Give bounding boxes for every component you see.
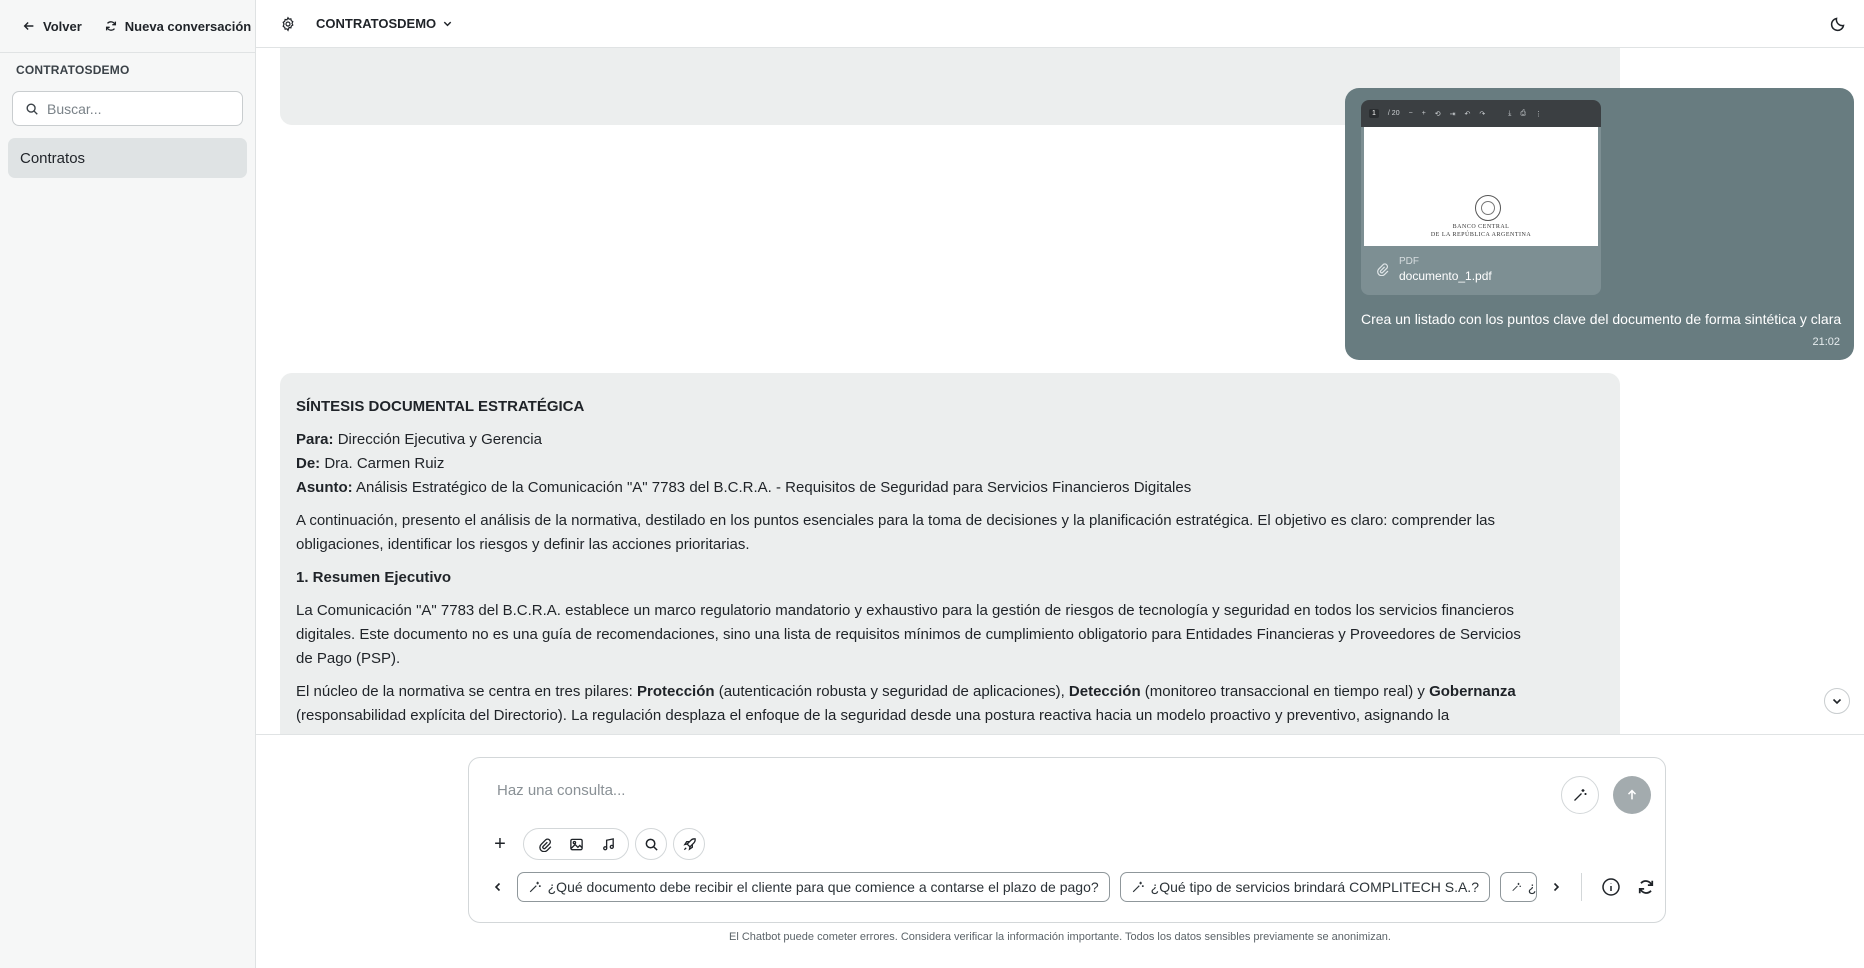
summary-line: digitales. Este documento no es una guía de recomendaciones, sino una lista de requisitos mínimos de cumplimiento obligatorio para Entidades Financieras y Proveedores de Servicios — [296, 626, 1521, 643]
suggestion-chip[interactable] — [1120, 872, 1490, 902]
pdf-page-total: / 20 — [1387, 110, 1400, 117]
intro-line: A continuación, presento el análisis de la normativa, destilado en los puntos esenciales para la toma de decisiones y la planificación estratégica. El objetivo es claro: comprender las — [296, 512, 1496, 529]
user-message-time: 21:02 — [1812, 336, 1840, 348]
undo-icon[interactable]: ↶ — [1464, 110, 1471, 118]
pdf-page-number[interactable]: 1 — [1369, 109, 1379, 118]
bot-message-title: SÍNTESIS DOCUMENTAL ESTRATÉGICA — [296, 398, 585, 415]
info-icon — [1601, 877, 1621, 897]
pdf-file-type: PDF — [1399, 255, 1419, 267]
paperclip-icon — [1375, 262, 1389, 276]
chevron-down-icon — [1831, 695, 1843, 707]
chevron-left-icon — [493, 882, 503, 892]
top-header — [256, 0, 1864, 48]
rocket-icon — [682, 837, 697, 852]
bot-message — [280, 373, 1620, 734]
suggestion-chip[interactable] — [1500, 872, 1537, 902]
intro-paragraph — [296, 509, 1604, 557]
moon-icon[interactable] — [1830, 16, 1846, 32]
search-icon — [644, 837, 659, 852]
search-icon — [25, 102, 39, 116]
pdf-cover-line2: DE LA REPÚBLICA ARGENTINA — [1430, 232, 1532, 238]
suggestion-text: ¿Qué documento debe recibir el cliente para que comience a contarse el plazo de pago? — [547, 879, 1099, 895]
pdf-cover-line1: BANCO CENTRAL — [1452, 224, 1510, 230]
message-composer — [468, 757, 1666, 923]
summary-line: La Comunicación "A" 7783 del B.C.R.A. establece un marco regulatorio mandatorio y exhaustivo para la gestión de riesgos de tecnología y seguridad en todos los servicios financieros — [296, 602, 1515, 619]
zoom-in-icon[interactable]: + — [1421, 110, 1426, 117]
chevron-right-icon — [1551, 882, 1561, 892]
search-button[interactable] — [635, 828, 667, 860]
more-vertical-icon[interactable]: ⋮ — [1535, 110, 1542, 118]
suggestions-row — [489, 872, 1659, 902]
attach-file-button[interactable] — [530, 830, 558, 858]
zoom-out-icon[interactable]: − — [1408, 110, 1413, 117]
composer-area — [256, 734, 1864, 968]
sidebar-item-contratos[interactable]: Contratos — [8, 138, 247, 178]
composer-tools — [489, 828, 705, 860]
redo-icon[interactable]: ↷ — [1479, 110, 1486, 118]
sidebar-toolbar — [0, 0, 255, 53]
pillars-line: El núcleo de la normativa se centra en tres pilares: Protección (autenticación robusta y seguridad de aplicaciones), Detección (monitoreo transaccional en tiempo real) y Gobernanza — [296, 683, 1516, 700]
suggestion-chip[interactable] — [517, 872, 1110, 902]
suggestions-next-button[interactable] — [1547, 875, 1565, 899]
suggestion-text: ¿ — [1527, 879, 1537, 895]
magic-suggest-button[interactable] — [1561, 776, 1599, 814]
attach-audio-button[interactable] — [594, 830, 622, 858]
print-icon[interactable]: ⎙ — [1520, 109, 1526, 117]
sparkles-icon — [1511, 880, 1522, 894]
refresh-icon — [1636, 877, 1656, 897]
rotate-icon[interactable]: ⇥ — [1449, 110, 1456, 118]
memo-para: Para: Dirección Ejecutiva y Gerencia — [296, 431, 542, 448]
new-conversation-label: Nueva conversación — [124, 18, 252, 34]
arrow-up-icon — [1625, 788, 1639, 802]
user-message — [1345, 88, 1854, 360]
summary-line: de Pago (PSP). — [296, 650, 401, 667]
message-input[interactable] — [497, 782, 1397, 799]
image-icon — [569, 837, 584, 852]
pillars-line: (responsabilidad explícita del Directorio). La regulación desplaza el enfoque de la seguridad desde una postura reactiva hacia un modelo proactivo y preventivo, asignando la — [296, 707, 1450, 724]
user-message-text: Crea un listado con los puntos clave del documento de forma sintética y clara — [1361, 311, 1842, 327]
chevron-down-icon — [442, 18, 453, 29]
gear-icon[interactable] — [280, 16, 296, 32]
refresh-suggestions-button[interactable] — [1634, 874, 1659, 900]
sparkles-icon — [528, 880, 542, 894]
attachment-group — [523, 828, 629, 860]
disclaimer: El Chatbot puede cometer errores. Considera verificar la información importante. Todos los datos sensibles previamente se anonimizan. — [729, 931, 1391, 943]
info-button[interactable] — [1598, 874, 1623, 900]
pdf-page-preview — [1364, 127, 1598, 246]
memo-header — [296, 428, 1604, 500]
sidebar — [0, 0, 256, 968]
memo-de: De: Dra. Carmen Ruiz — [296, 455, 445, 472]
sparkles-icon — [1572, 787, 1588, 803]
divider — [1581, 873, 1582, 901]
music-icon — [601, 837, 616, 852]
pdf-viewer-toolbar — [1361, 100, 1601, 127]
new-conversation-button[interactable] — [104, 19, 251, 34]
sidebar-search[interactable] — [12, 91, 243, 126]
back-label: Volver — [43, 18, 82, 34]
intro-line: obligaciones, identificar los riesgos y definir las acciones prioritarias. — [296, 536, 750, 553]
rocket-button[interactable] — [673, 828, 705, 860]
pdf-attachment[interactable] — [1361, 100, 1601, 295]
summary-paragraph — [296, 599, 1604, 671]
pdf-file-info — [1361, 246, 1601, 292]
search-input[interactable] — [47, 101, 227, 117]
section-heading: 1. Resumen Ejecutivo — [296, 569, 452, 586]
download-icon[interactable]: ⤓ — [1508, 109, 1512, 117]
project-name: CONTRATOSDEMO — [316, 16, 437, 31]
attach-image-button[interactable] — [562, 830, 590, 858]
plus-button[interactable]: + — [494, 832, 506, 855]
refresh-icon — [104, 19, 118, 33]
memo-asunto: Asunto: Análisis Estratégico de la Comunicación "A" 7783 del B.C.R.A. - Requisitos de Seguridad para Servicios Financieros Digitales — [296, 479, 1192, 496]
chat-area — [256, 48, 1864, 734]
scroll-down-button[interactable] — [1824, 688, 1850, 714]
pdf-file-name: documento_1.pdf — [1399, 268, 1492, 283]
arrow-left-icon — [22, 19, 36, 33]
back-button[interactable] — [22, 19, 82, 34]
suggestion-text: ¿Qué tipo de servicios brindará COMPLITECH S.A.? — [1150, 879, 1479, 895]
suggestions-prev-button[interactable] — [489, 875, 507, 899]
bank-seal-icon — [1475, 195, 1501, 221]
sidebar-section-title: CONTRATOSDEMO — [16, 63, 130, 77]
paperclip-icon — [537, 837, 552, 852]
project-selector[interactable] — [316, 16, 453, 31]
sparkles-icon — [1131, 880, 1145, 894]
pillars-paragraph — [296, 680, 1604, 728]
fit-page-icon[interactable]: ⟲ — [1434, 110, 1441, 118]
send-button[interactable] — [1613, 776, 1651, 814]
